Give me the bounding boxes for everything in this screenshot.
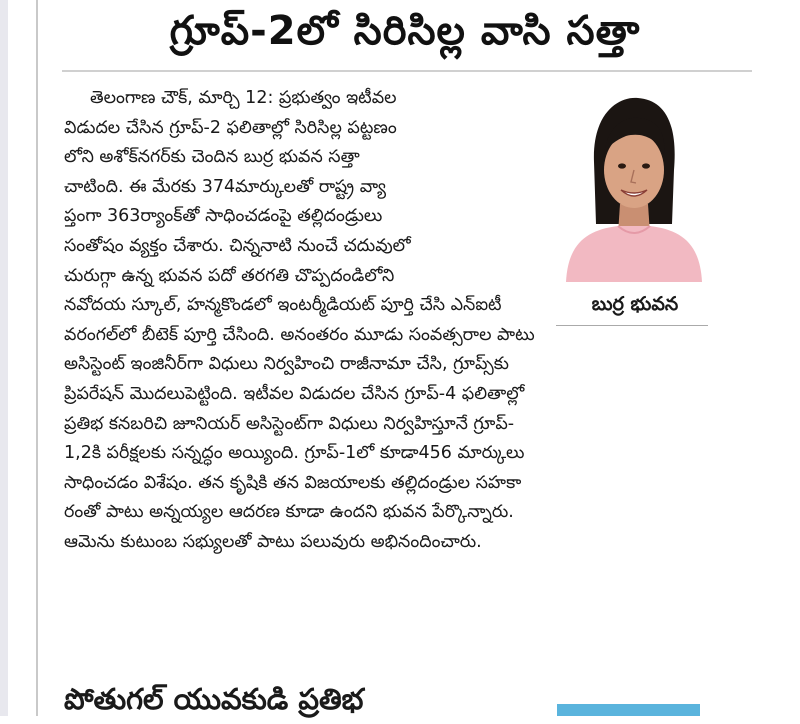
article-line: చురుగ్గా ఉన్న భువన పదో తరగతి చొప్పదండిలోని — [64, 265, 395, 286]
next-article-headline: పోతుగల్ యువకుడి ప్రతిభ — [64, 682, 364, 716]
corner-tab — [557, 704, 700, 716]
article-line: 1,2కి పరీక్షలకు సన్నద్ధం అయ్యింది. గ్రూప్-1లో కూడా456 మార్కులు — [64, 443, 525, 464]
article-body — [64, 84, 724, 558]
article-line: అసిస్టెంట్ ఇంజినీర్‌గా విధులు నిర్వహించి రాజీనామా చేసి, గ్రూప్స్‌కు — [64, 354, 509, 375]
article-line: తెలంగాణ చౌక్, మార్చి 12: ప్రభుత్వం ఇటీవల — [90, 88, 397, 108]
article-line: లోని అశోక్‌నగర్‌కు చెందిన బుర్ర భువన సత్తా — [64, 147, 360, 168]
article-line: రంతో పాటు అన్నయ్యల ఆదరణ కూడా ఉందని భువన పేర్కొన్నారు. — [64, 502, 514, 523]
article-line: చాటింది. ఈ మేరకు 374మార్కులతో రాష్ట్ర వ్యా — [64, 176, 387, 197]
article-line: విడుదల చేసిన గ్రూప్-2 ఫలితాల్లో సిరిసిల్ల పట్టణం — [64, 117, 397, 138]
article-headline: గ్రూప్-2లో సిరిసిల్ల వాసి సత్తా — [169, 8, 641, 54]
article-line: ప్తంగా 363ర్యాంక్‌తో సాధించడంపై తల్లిదండ్రులు — [64, 206, 383, 227]
headline-divider — [62, 70, 752, 72]
article-line: ఆమెను కుటుంబ సభ్యులతో పాటు పలువురు అభినందించారు. — [64, 531, 482, 552]
article-line: సంతోషం వ్యక్తం చేశారు. చిన్ననాటి నుంచే చదువులో — [64, 235, 411, 256]
article-line: నవోదయ స్కూల్, హన్మకొండలో ఇంటర్మీడియట్ పూర్తి చేసి ఎన్ఐటీ — [64, 295, 502, 316]
column-divider — [36, 0, 38, 716]
article-line: ప్రతిభ కనబరిచి జూనియర్ అసిస్టెంట్‌గా విధులు నిర్వహిస్తూనే గ్రూప్- — [64, 413, 515, 434]
article-line: వరంగల్‌లో బీటెక్ పూర్తి చేసింది. అనంతరం మూడు సంవత్సరాల పాటు — [64, 324, 535, 345]
article-line: ప్రిపరేషన్ మొదలుపెట్టింది. ఇటీవల విడుదల చేసిన గ్రూప్-4 ఫలితాల్లో — [64, 383, 525, 404]
page-edge — [0, 0, 8, 716]
article-line: సాధించడం విశేషం. తన కృషికి తన విజయాలకు తల్లిదండ్రుల సహకా — [64, 472, 522, 493]
photo-caption: బుర్ర భువన — [591, 293, 679, 315]
